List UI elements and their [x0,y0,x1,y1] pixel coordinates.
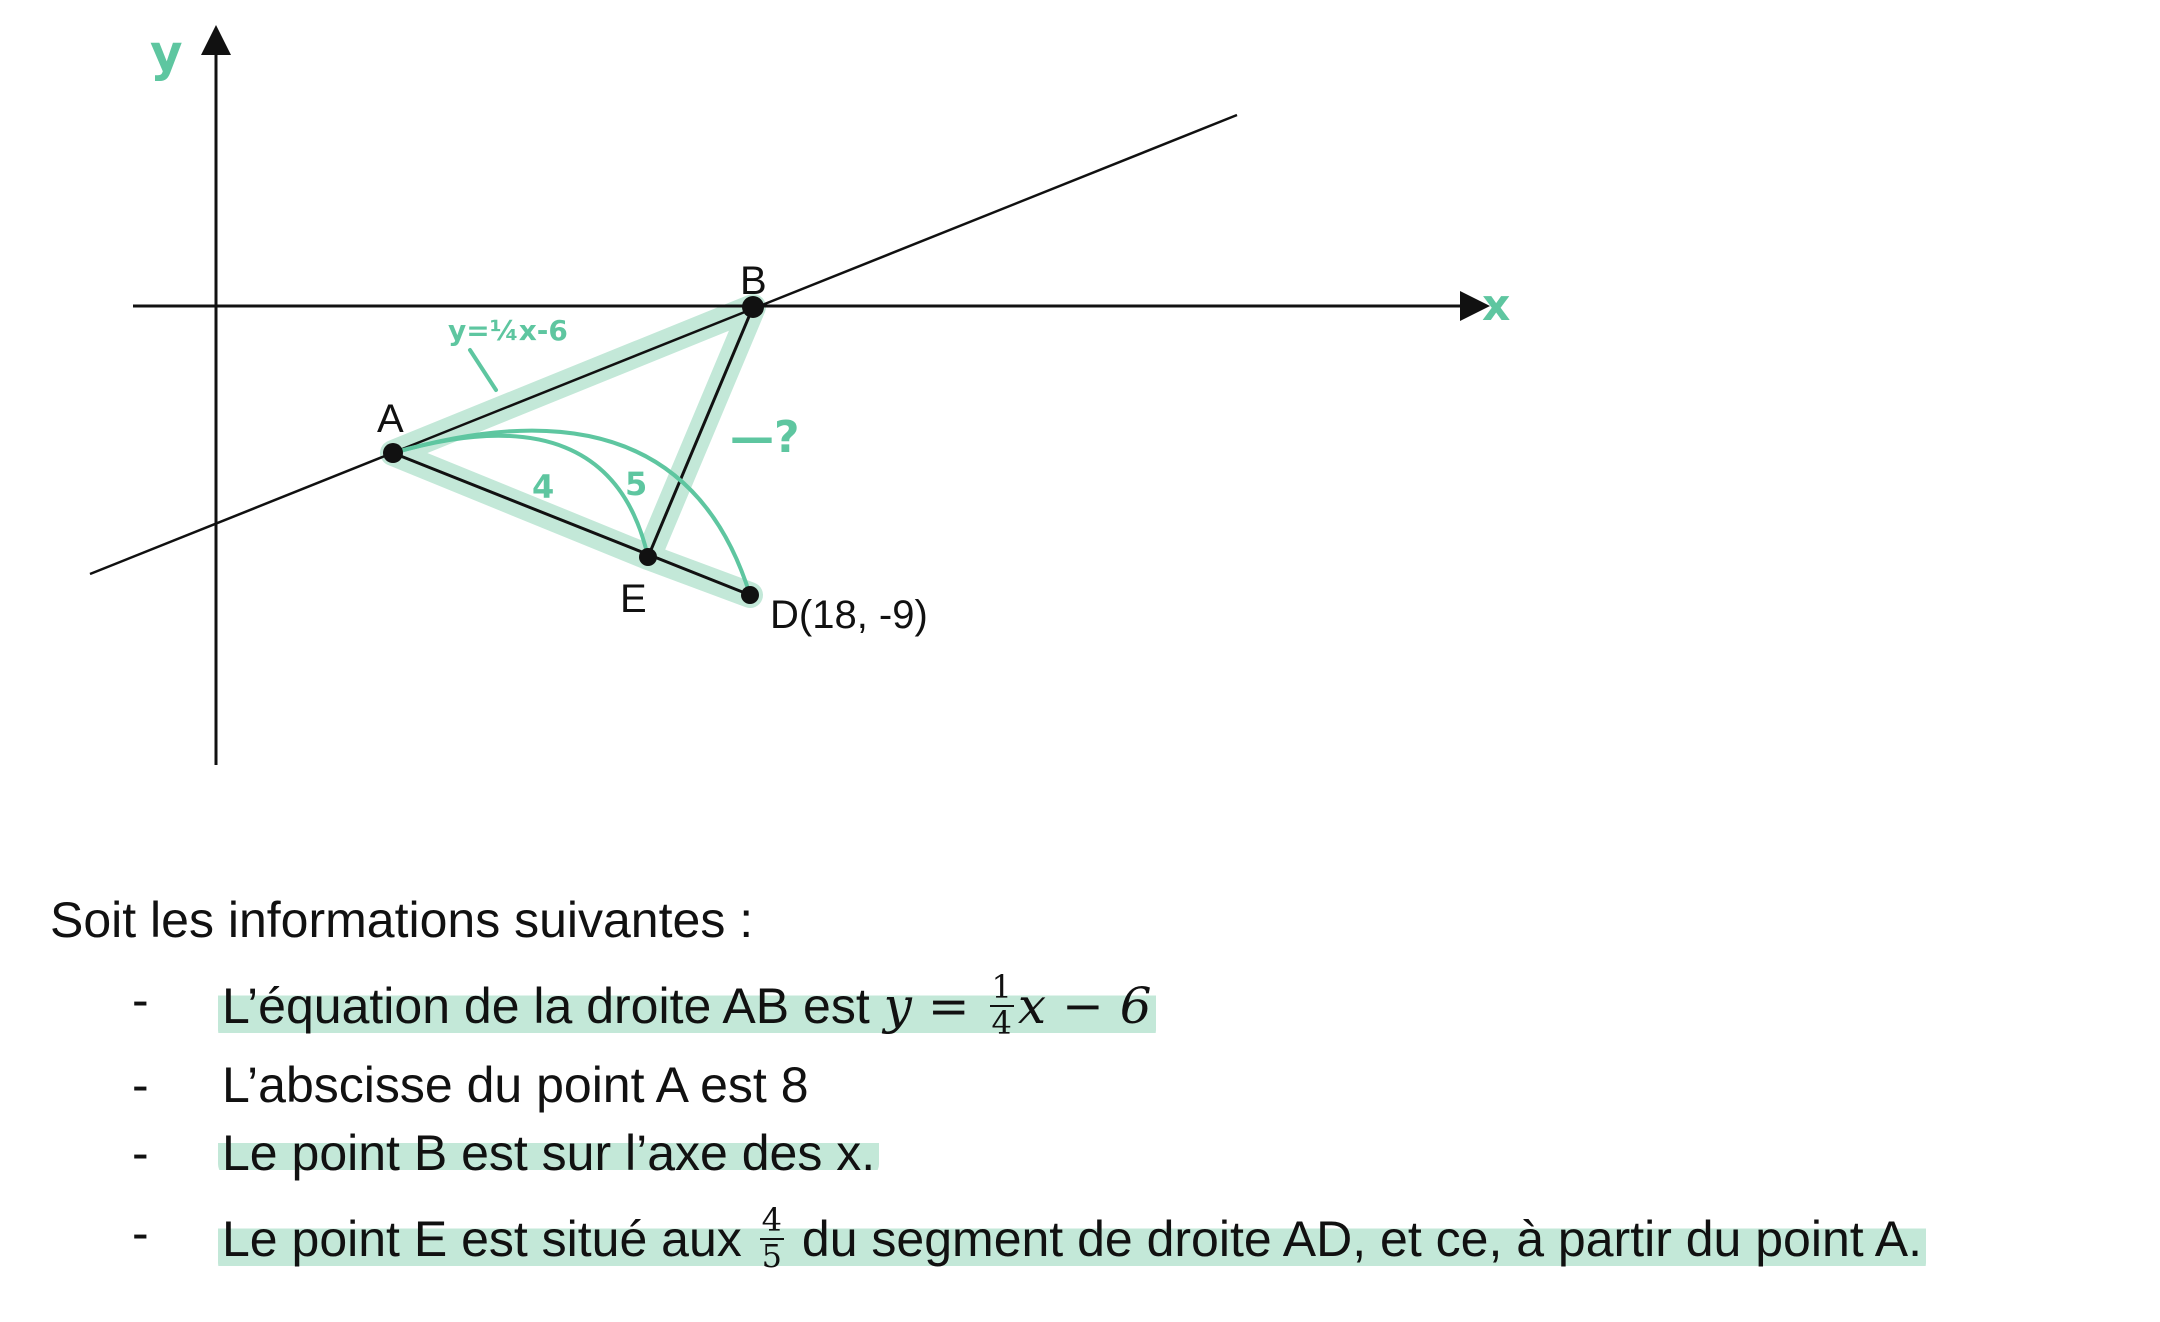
point-e [639,548,657,566]
list-dash: - [132,1057,149,1113]
y-axis-label: y [150,24,183,82]
equation-pointer [470,350,496,390]
point-d [741,586,759,604]
arc-label-5: 5 [625,465,648,503]
item-point-b: Le point B est sur l’axe des x. [218,1128,879,1178]
point-a-label: A [377,397,404,441]
fraction-one-quarter: $\frac{1}{4}$ [991,968,1012,1042]
list-dash: - [132,1205,149,1261]
x-axis-label: x [1482,280,1511,331]
point-b-label: B [740,259,767,303]
list-dash: - [132,972,149,1028]
fraction-four-fifths: $\frac{4}{5}$ [761,1201,783,1275]
arc-label-4: 4 [532,468,555,506]
item-text: L’équation de la droite AB est [222,977,884,1034]
item-point-e [218,1201,1926,1277]
line-equation-annotation: y=¼x-6 [448,314,568,347]
point-a [383,443,403,463]
point-d-label: D(18, -9) [770,593,928,637]
item-text: du segment de droite AD, et ce, à partir du point A. [788,1210,1923,1267]
item-equation [218,968,1156,1044]
point-e-label: E [620,577,647,621]
math-rhs: x − 6 [1017,976,1152,1035]
item-abscissa: L’abscisse du point A est 8 [222,1057,809,1113]
info-title: Soit les informations suivantes : [50,892,754,948]
list-dash: - [132,1125,149,1181]
unknown-length-annotation: —? [730,412,800,463]
math-lhs: y = [883,976,986,1035]
item-text: Le point E est situé aux [222,1210,756,1267]
